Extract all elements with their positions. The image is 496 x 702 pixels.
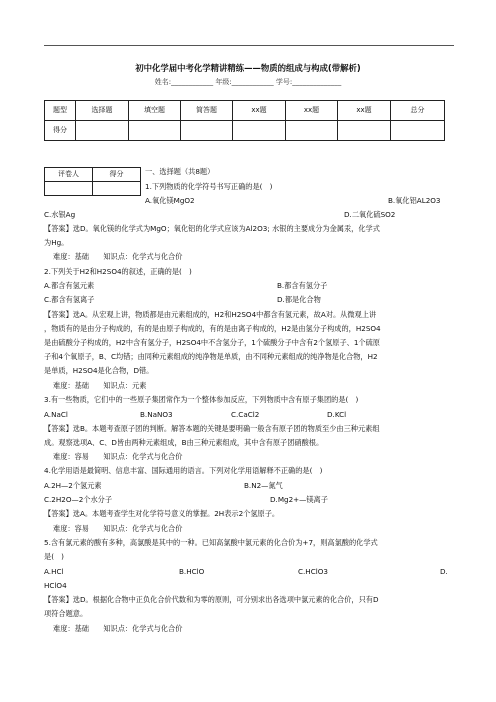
option-d: D.二氧化硫SO2 [344,210,396,219]
option-a: A.都含有氢元素 [44,281,95,290]
header-rule [44,45,454,46]
answer-text: 【答案】选D。氧化镁的化学式为MgO；氧化铝的化学式应该为Al2O3; 水银的主要成分为金属汞，化学式 [44,224,380,233]
answer-text: 是由硫酸分子构成的，H2中含有氢分子，H2SO4中不含氢分子，1个硫酸分子中含有2个氢原子、1个硫原 [44,338,380,347]
grader-label: 评卷人 [45,168,93,182]
option-a: A.2H—2个氢元素 [44,481,102,490]
option-b: B.N2—氮气 [244,481,283,490]
grader-table [44,167,141,196]
difficulty-meta: 难度：基础 知识点：化学式与化合价 [53,624,183,633]
score-header-cell: 总分 [391,101,445,121]
option-c: C.CaCl2 [231,410,260,419]
question-stem: 是( ) [44,552,64,561]
score-header-cell: 填空题 [129,101,181,121]
score-header-cell: 简答题 [181,101,233,121]
question-stem: 5.含有氯元素的酸有多种，高氯酸是其中的一种。已知高氯酸中氯元素的化合价为+7，则高氯酸的化学式 [44,538,378,547]
answer-text: ，物质有的是由分子构成的，有的是由原子构成的，有的是由离子构成的，H2是由氢分子构成的，H2SO4 [44,324,381,333]
score-cell [286,121,338,141]
difficulty-meta: 难度：基础 知识点：元素 [53,381,147,390]
score-header-cell: xx题 [233,101,286,121]
option-c: C.水银Ag [44,210,76,219]
score-table-header-row [45,101,445,121]
answer-text: 【答案】选B。本题考查原子团的判断。解答本题的关键是要明确一般含有原子团的物质至少由三种元素组 [44,424,380,433]
score-cell [338,121,391,141]
option-c: C.2H2O—2个水分子 [44,495,113,504]
difficulty-meta: 难度：容易 知识点：化学式与化合价 [53,452,183,461]
question-stem: 1.下列物质的化学符号书写正确的是( ) [145,182,273,191]
difficulty-meta: 难度：基础 知识点：化学式与化合价 [53,252,183,261]
question-stem: 3.有一些物质，它们中的一些原子集团常作为一个整体参加反应，下列物质中含有原子集团的是( ) [44,395,359,404]
score-cell [233,121,286,141]
score-table [44,100,445,141]
answer-text: 项符合题意。 [44,609,88,618]
answer-text: 【答案】选A。本题考查学生对化学符号意义的掌握。2H表示2个氢原子。 [44,509,280,518]
score-header-cell: xx题 [286,101,338,121]
score-cell [391,121,445,141]
answer-text: 子和4个氧原子，B、C均错；由同种元素组成的纯净物是单质，由不同种元素组成的纯净物是化合物，H2 [44,352,378,361]
option-b: B.氧化铝AL2O3 [388,196,441,205]
score-cell [129,121,181,141]
score-cell [76,121,129,141]
score-row-label: 得分 [45,121,76,141]
option-c: C.HClO3 [298,567,328,576]
option-b: B.都含有氢分子 [277,281,328,290]
section-heading: 一、选择题（共8题） [145,167,215,176]
difficulty-meta: 难度：容易 知识点：化学式与化合价 [53,524,183,533]
grader-score-label: 得分 [93,168,141,182]
question-stem: 4.化学用语是最简明、信息丰富、国际通用的语言。下列对化学用语解释不正确的是( ) [44,466,323,475]
score-cell [181,121,233,141]
option-d: D.Mg2+—镁离子 [270,495,328,504]
score-header-cell: 选择题 [76,101,129,121]
answer-text: 成。观察选项A、C、D皆由两种元素组成，B由三种元素组成，其中含有原子团硝酸根。 [44,438,324,447]
option-a: A.HCl [44,567,64,576]
option-d-continued: HClO4 [44,581,67,590]
score-table-score-row [45,121,445,141]
option-b: B.NaNO3 [140,410,173,419]
answer-text: 为Hg。 [44,238,69,247]
answer-text: 【答案】选D。根据化合物中正负化合价代数和为零的原则，可分别求出各选项中氯元素的化合价，只有D [44,595,379,604]
option-d: D.KCl [327,410,347,419]
option-b: B.HClO [179,567,205,576]
answer-text: 【答案】选A。从宏观上讲，物质都是由元素组成的，H2和H2SO4中都含有氢元素，故A对。从微观上讲 [44,310,377,319]
option-a: A.NaCl [44,410,68,419]
question-stem: 2.下列关于H2和H2SO4的叙述，正确的是( ) [44,267,192,276]
grader-cell [45,182,93,196]
score-header-cell: 题型 [45,101,76,121]
grader-cell [93,182,141,196]
option-d: D. [440,567,448,576]
option-c: C.都含有氢离子 [44,295,95,304]
answer-text: 是单质，H2SO4是化合物，D错。 [44,366,154,375]
score-header-cell: xx题 [338,101,391,121]
student-info-line: 姓名:____________ 年级:____________ 学号:______________ [154,78,342,86]
page-title: 初中化学届中考化学精讲精练——物质的组成与构成(带解析) [135,63,361,73]
option-d: D.都是化合物 [277,295,321,304]
option-a: A.氧化镁MgO2 [145,196,195,205]
